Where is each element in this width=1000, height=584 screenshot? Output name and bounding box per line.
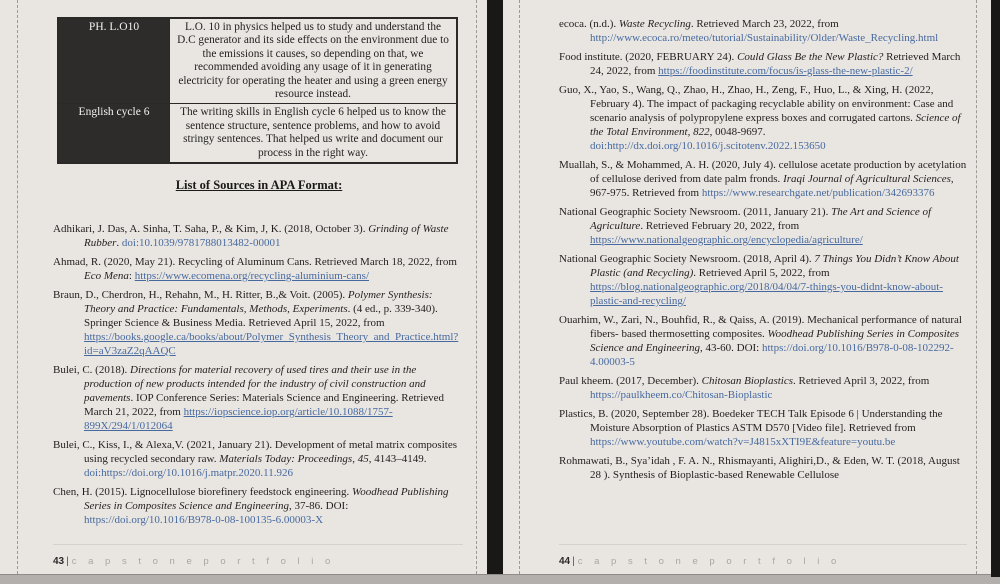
viewer-background-strip [0,574,1000,584]
reference-entry [559,205,971,247]
reference-text: National Geographic Society Newsroom. (2018, April 4). [559,253,815,265]
page-footer [559,544,967,569]
reference-text: . IOP Conference Series: Materials Science and Engineering. Retrieved March 21, 2022, from [84,392,445,418]
reference-entry [559,83,971,153]
reference-entry [559,374,971,402]
page-number: 44 [559,556,571,567]
reference-link[interactable]: http://www.ecoca.ro/meteo/tutorial/Sustainability/Older/Waste_Recycling.html [590,32,939,44]
reference-link[interactable]: https://blog.nationalgeographic.org/2018/04/04/7-things-you-didnt-know-about-plastic-and-recycling/ [590,281,943,307]
page-44 [503,0,991,574]
reference-text: , 0048-9697. [709,126,766,138]
reference-text: ecoca. (n.d.). [559,18,619,30]
reference-link[interactable]: https://www.researchgate.net/publication/342693376 [701,187,935,199]
reference-entry [53,288,465,358]
reference-entry [559,158,971,200]
reference-text: . Retrieved March 23, 2022, from [690,18,839,30]
reference-link[interactable]: doi:10.1039/9781788013482-00001 [121,237,281,249]
reference-text: National Geographic Society Newsroom. (2011, January 21). [559,206,832,218]
reference-text: Retrieved March 24, 2022, from [590,51,961,77]
reference-text: Guo, X., Yao, S., Wang, Q., Zhao, H., Zhao, H., Zeng, F., Huo, L., & Xing, H. (2022, February 4). The impact of packaging recyclable ability on environment: Case and scenario analysis of polypropylene express boxes and corrugated cartons. [559,84,954,124]
reference-link[interactable]: https://books.google.ca/books/about/Polymer_Synthesis_Theory_and_Practice.html?id=aV3zaZ2qAAQC [84,331,459,357]
reference-text: . Retrieved April 3, 2022, from [793,375,930,387]
reference-text: Bulei, C. (2018). [53,364,130,376]
reference-text: Paul kheem. (2017, December). [559,375,702,387]
reference-text: Chen, H. (2015). Lignocellulose biorefinery feedstock engineering. [53,486,353,498]
footer-label: c a p s t o n e p o r t f o l i o [577,556,841,567]
reference-text: Braun, D., Cherdron, H., Rehahn, M., H. Ritter, B.,& Voit. (2005). [53,289,348,301]
reference-text: Waste Recycling [618,18,691,30]
reference-text: Woodhead Publishing Series in Composites Science and Engineering [590,328,959,354]
lo-description-cell: The writing skills in English cycle 6 helped us to know the sentence structure, sentence problems, and how to avoid stringy sentences. That helped us write and document our process in the right way. [170,104,458,163]
page-44-content [559,17,971,487]
reference-entry [559,17,971,45]
reference-link[interactable]: https://iopscience.iop.org/article/10.1088/1757-899X/294/1/012064 [84,406,393,432]
reference-text: Food institute. (2020, FEBRUARY 24). [559,51,738,63]
reference-link[interactable]: https://paulkheem.co/Chitosan-Bioplastic [590,389,773,401]
reference-entry [53,255,465,283]
reference-text: Ouarhim, W., Zari, N., Bouhfid, R., & Qaiss, A. (2019). Mechanical performance of natural fibers- based thermosetting composites. [559,314,962,340]
reference-text: . [116,237,122,249]
reference-text: Ahmad, R. (2020, May 21). Recycling of Aluminum Cans. Retrieved March 18, 2022, from [53,256,457,268]
lo-code-cell: English cycle 6 [58,104,170,163]
reference-link[interactable]: doi:https://doi.org/10.1016/j.matpr.2020.11.926 [84,467,294,479]
reference-text: Polymer Synthesis: Theory and Practice: Fundamentals, Methods, Experiments [84,289,433,315]
reference-text: Could Glass Be the New Plastic? [737,51,884,63]
reference-text: Iraqi Journal of Agricultural Sciences [783,173,951,185]
footer-label: c a p s t o n e p o r t f o l i o [71,556,335,567]
table-row-physics [58,18,457,104]
reference-entry [559,252,971,308]
reference-text: , 4143–4149. [368,453,427,465]
lo-description-cell: L.O. 10 in physics helped us to study and understand the D.C generator and its side effects on the environment due to the emissions it causes, so depending on that, we recommended avoiding any usage of it in generating electricity for operating the heater and using a green energy resource instead. [170,18,458,104]
footer-separator: | [66,556,69,567]
reference-text: Science of the Total Environment, 822 [590,112,961,138]
reference-text: Adhikari, J. Das, A. Sinha, T. Saha, P., & Kim, J, K. (2018, October 3). [53,223,369,235]
reference-entry [53,222,465,250]
screen-edge [991,0,1000,577]
reference-link[interactable]: https://foodinstitute.com/focus/is-glass-the-new-plastic-2/ [658,65,913,77]
reference-text: Directions for material recovery of used tires and their use in the production of new products intended for the industry of civil construction and pavements [84,364,426,404]
reference-text: The Art and Science of Agriculture [590,206,932,232]
reference-text: Bulei, C., Kiss, I., & Alexa,V. (2021, January 21). Development of metal matrix composites using recycled secondary raw. [53,439,457,465]
reference-link[interactable]: doi:http://dx.doi.org/10.1016/j.scitotenv.2022.153650 [590,140,826,152]
reference-entry [559,454,971,482]
reference-entry [559,313,971,369]
reference-entry [53,438,465,480]
reference-list [559,17,971,482]
reference-link[interactable]: https://www.nationalgeographic.org/encyclopedia/agriculture/ [590,234,863,246]
reference-list [53,222,465,527]
text-boundary-guide-left [519,0,520,574]
text-boundary-guide-right [476,0,477,574]
reference-link[interactable]: https://doi.org/10.1016/B978-0-08-100135-6.00003-X [84,514,324,526]
reference-text: Rohmawati, B., Sya’idah , F. A. N., Rhismayanti, Alighiri,D., & Eden, W. T. (2018, August 28 ). Synthesis of Bioplastic-based Renewable Cellulose [559,455,960,481]
page-43 [0,0,487,574]
learning-outcomes-table [57,17,458,164]
reference-text: Muallah, S., & Mohammed, A. H. (2020, July 4). cellulose acetate production by acetylation of cellulose derived from date palm fronds. [559,159,967,185]
reference-text: Grinding of Waste Rubber [84,223,449,249]
reference-entry [53,485,465,527]
page-43-content [53,160,465,532]
page-gap [487,0,503,577]
reference-link[interactable]: https://doi.org/10.1016/B978-0-08-102292-4.00003-5 [590,342,954,368]
reference-text: Chitosan Bioplastics [701,375,794,387]
page-number: 43 [53,556,65,567]
reference-text: Eco Mena [84,270,129,282]
reference-text: 7 Things You Didn’t Know About Plastic (and Recycling) [590,253,959,279]
reference-entry [559,407,971,449]
reference-text: : [128,270,135,282]
reference-text: , 43-60. DOI: [699,342,762,354]
reference-link[interactable]: https://www.ecomena.org/recycling-aluminium-cans/ [134,270,370,282]
reference-text: Materials Today: Proceedings, 45 [219,453,369,465]
reference-text: , 967-975. Retrieved from [590,173,954,199]
sources-heading: List of Sources in APA Format: [175,178,343,192]
text-boundary-guide-right [976,0,977,574]
page-footer [53,544,463,569]
reference-entry [559,50,971,78]
reference-text: . Retrieved February 20, 2022, from [640,220,800,232]
reference-text: Plastics, B. (2020, September 28). Boedeker TECH Talk Episode 6 | Understanding the Moisture Absorption of Plastics ASTM D570 [Video file]. Retrieved from [559,408,943,434]
reference-text: , 37-86. DOI: [289,500,349,512]
text-boundary-guide-left [17,0,18,574]
reference-text: . (4 ed., p. 339-340). Springer Science & Business Media. Retrieved April 15, 2022, from [84,303,438,329]
table-row-english [58,104,457,163]
lo-code-cell: PH. L.O10 [58,18,170,104]
reference-link[interactable]: https://www.youtube.com/watch?v=J4815xXTI9E&feature=youtu.be [590,436,896,448]
reference-text: . Retrieved April 5, 2022, from [693,267,830,279]
footer-separator: | [572,556,575,567]
reference-entry [53,363,465,433]
reference-text: Woodhead Publishing Series in Composites Science and Engineering [84,486,449,512]
